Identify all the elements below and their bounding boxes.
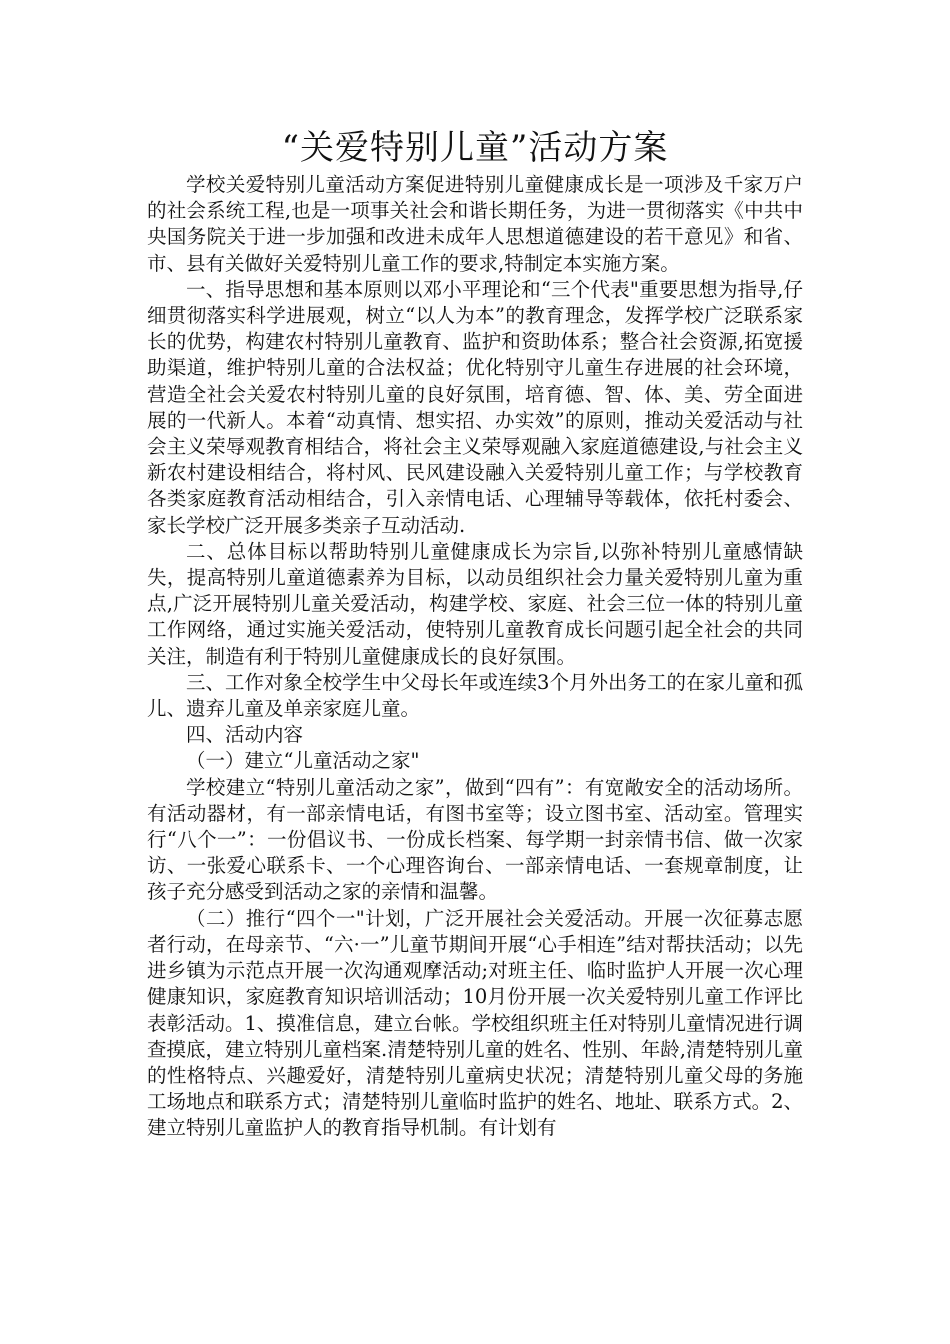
paragraph-guiding-principles: 一、指导思想和基本原则以邓小平理论和“三个代表"重要思想为指导,仔细贯彻落实科学进展观，树立“以人为本”的教育理念，发挥学校广泛联系家长的优势，构建农村特别儿童教育、监护和资助体系；整合社会资源,拓宽援助渠道，维护特别儿童的合法权益；优化特别守儿童生存进展的社会环境，营造全社会关爱农村特别儿童的良好氛围，培育德、智、体、美、劳全面进展的一代新人。本着“动真情、想实招、办实效”的原则，推动关爱活动与社会主义荣辱观教育相结合，将社会主义荣辱观融入家庭道德建设,与社会主义新农村建设相结合，将村风、民风建设融入关爱特别儿童工作；与学校教育各类家庭教育活动相结合，引入亲情电话、心理辅导等载体，依托村委会、家长学校广泛开展多类亲子互动活动. [147,277,803,537]
paragraph-activity-home: 学校建立“特别儿童活动之家”，做到“四有”：有宽敞安全的活动场所。有活动器材，有一部亲情电话，有图书室等；设立图书室、活动室。管理实行“八个一”：一份倡议书、一份成长档案、每学期一封亲情书信、做一次家访、一张爱心联系卡、一个心理咨询台、一部亲情电话、一套规章制度，让孩子充分感受到活动之家的亲情和温馨。 [147,775,803,904]
heading-activity-content: 四、活动内容 [186,723,304,747]
paragraph-intro: 学校关爱特别儿童活动方案促进特别儿童健康成长是一项涉及千家万户的社会系统工程,也是一项事关社会和谐长期任务，为进一贯彻落实《中共中央国务院关于进一步加强和改进未成年人思想道德建设的若干意见》和省、市、县有关做好关爱特别儿童工作的要求,特制定本实施方案。 [147,173,803,275]
document-page [147,126,803,1142]
paragraph-work-targets: 三、工作对象全校学生中父母长年或连续3个月外出务工的在家儿童和孤儿、遗弃儿童及单亲家庭儿童。 [147,670,803,721]
document-title: “关爱特别儿童”活动方案 [281,128,669,168]
paragraph-four-ones-plan: （二）推行“四个一"计划，广泛开展社会关爱活动。开展一次征募志愿者行动，在母亲节、“六·一”儿童节期间开展“心手相连”结对帮扶活动；以先进乡镇为示范点开展一次沟通观摩活动;对班主任、临时监护人开展一次心理健康知识，家庭教育知识培训活动；10月份开展一次关爱特别儿童工作评比表彰活动。1、摸准信息，建立台帐。学校组织班主任对特别儿童情况进行调查摸底，建立特别儿童档案.清楚特别儿童的姓名、性别、年龄,清楚特别儿童的性格特点、兴趣爱好，清楚特别儿童病史状况；清楚特别儿童父母的务施工场地点和联系方式；清楚特别儿童临时监护的姓名、地址、联系方式。2、建立特别儿童监护人的教育指导机制。有计划有 [147,906,803,1140]
paragraph-overall-goals: 二、总体目标以帮助特别儿童健康成长为宗旨,以弥补特别儿童感情缺失，提高特别儿童道德素养为目标，以动员组织社会力量关爱特别儿童为重点,广泛开展特别儿童关爱活动，构建学校、家庭、社会三位一体的特别儿童工作网络，通过实施关爱活动，使特别儿童教育成长问题引起全社会的共同关注，制造有利于特别儿童健康成长的良好氛围。 [147,539,803,668]
subheading-children-activity-home: （一）建立“儿童活动之家" [186,749,420,773]
